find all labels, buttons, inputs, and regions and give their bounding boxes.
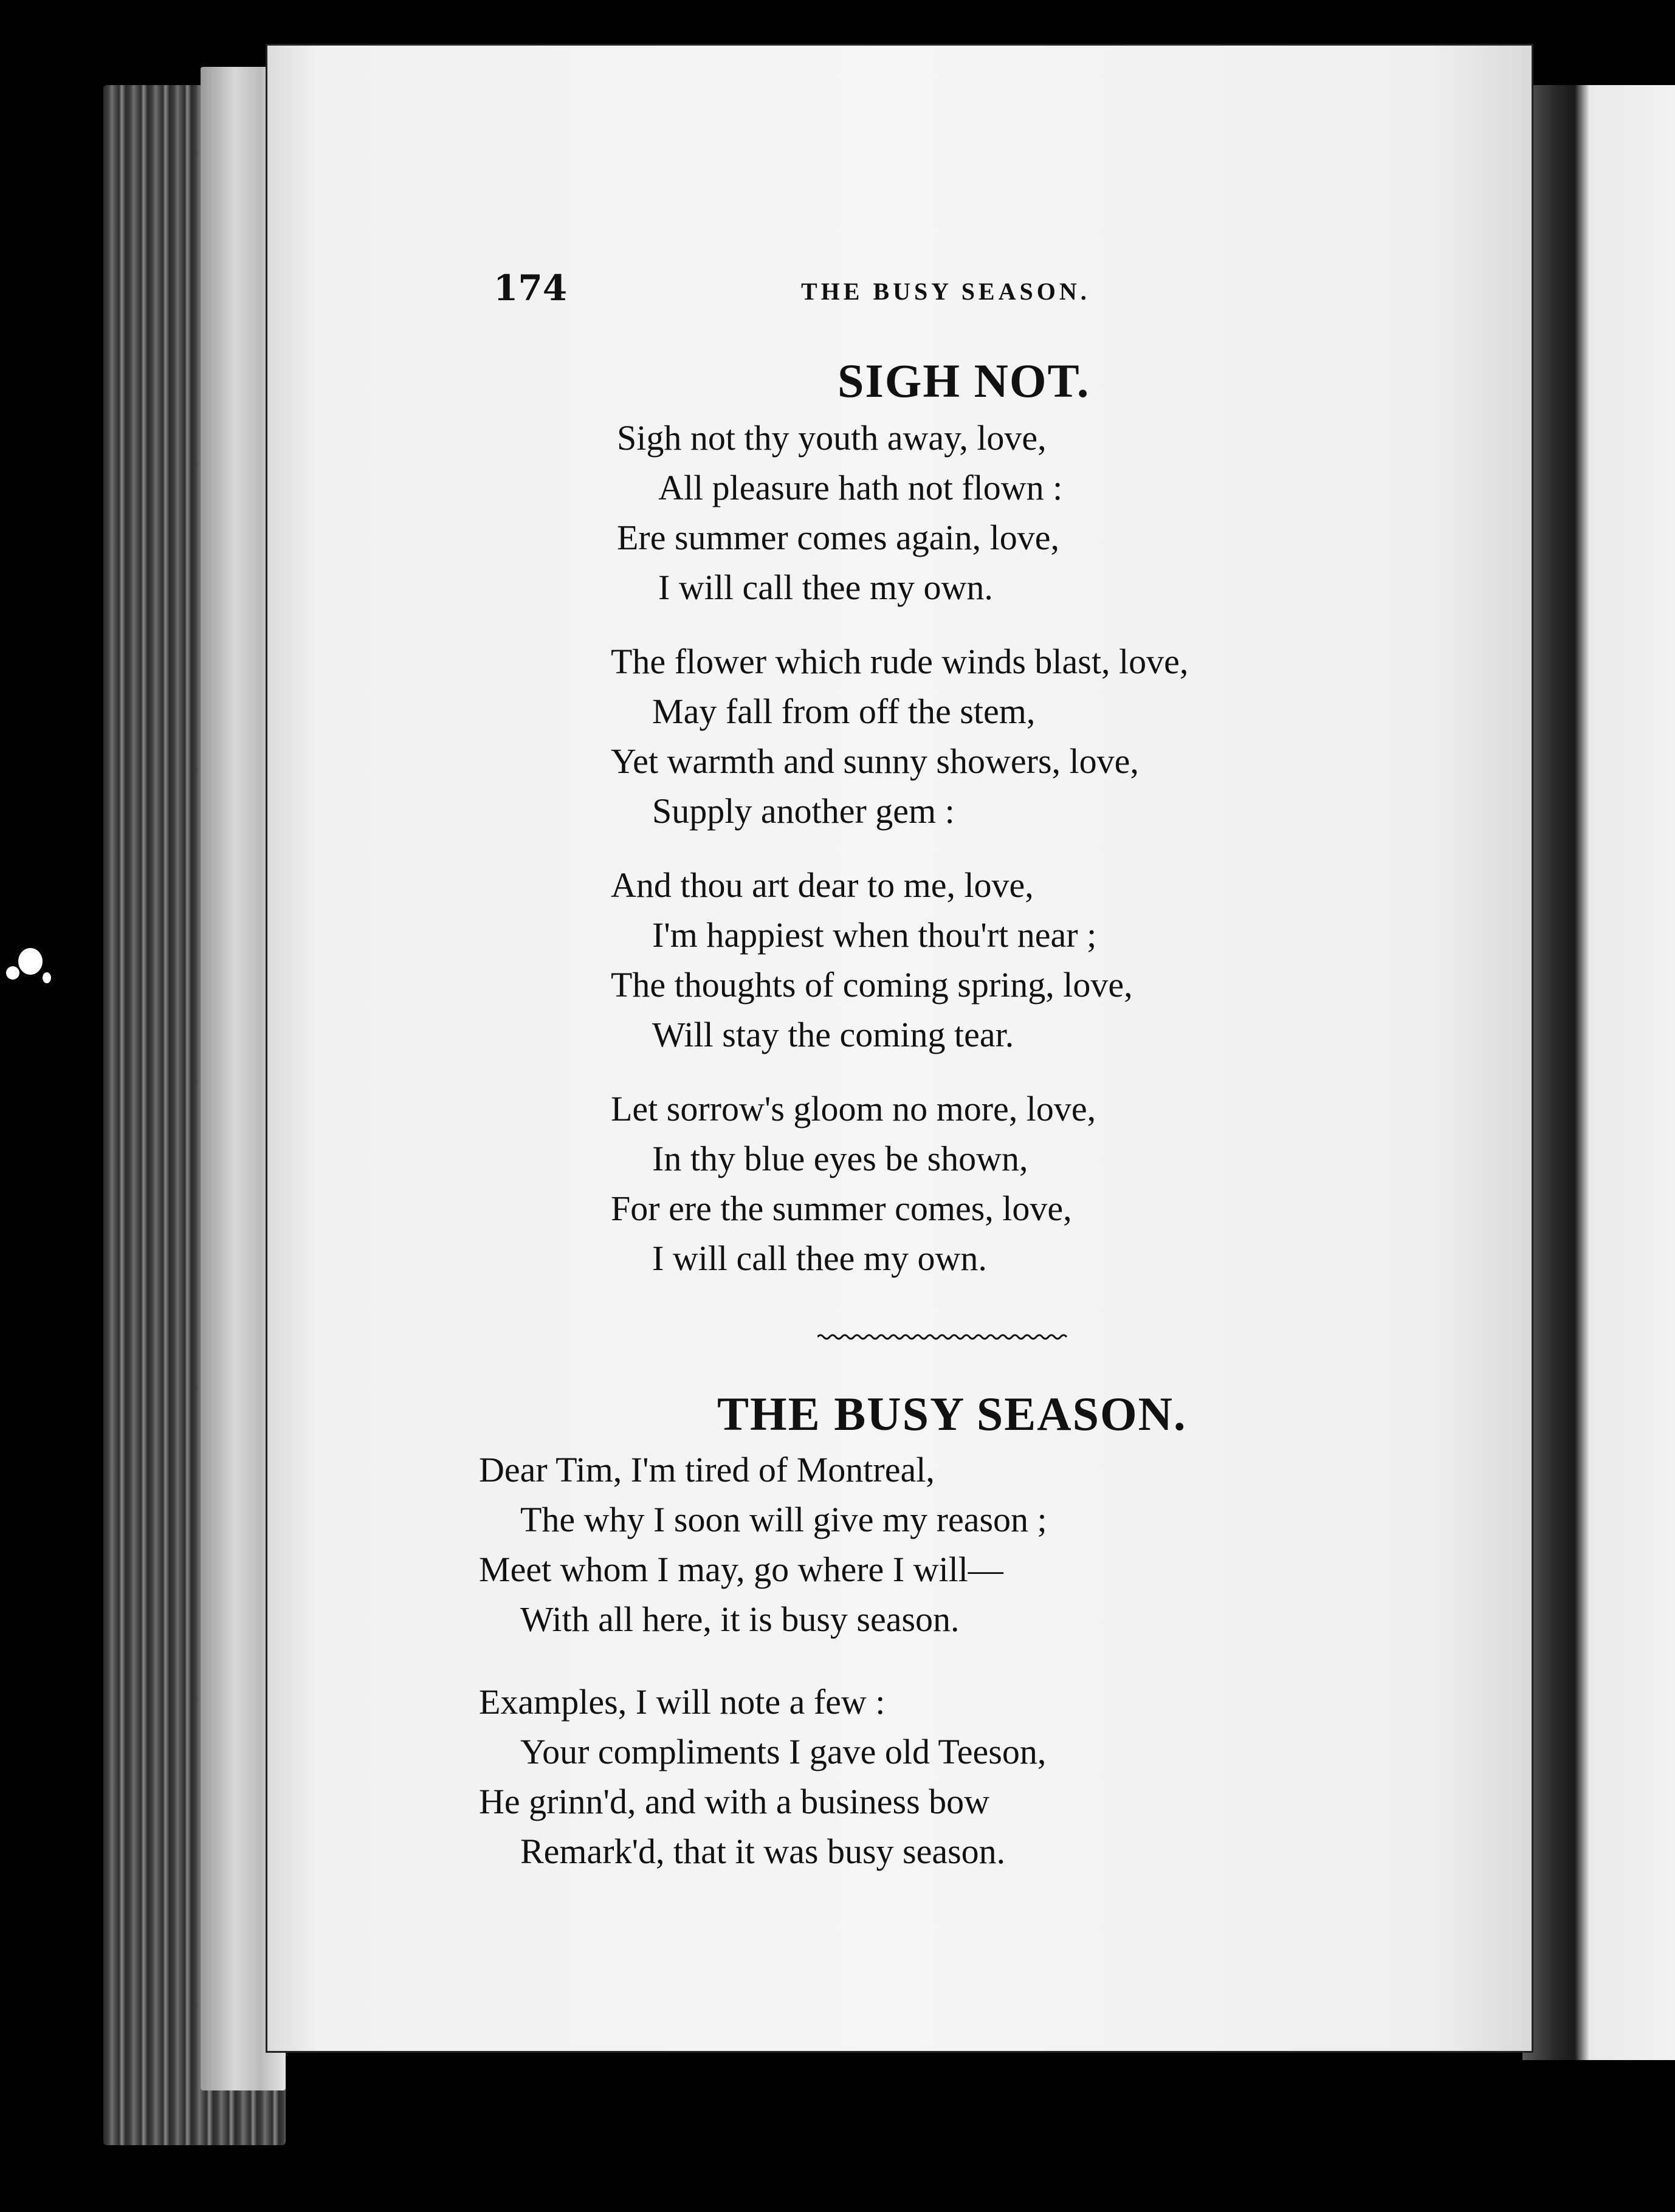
poem-line: With all here, it is busy season. — [520, 1599, 960, 1639]
poem-stanza — [611, 637, 1188, 836]
poem-line: The why I soon will give my reason ; — [520, 1500, 1047, 1539]
poem-stanza — [479, 1445, 1047, 1644]
running-title: THE BUSY SEASON. — [801, 278, 1090, 305]
poem-line: Supply another gem : — [652, 791, 955, 831]
poem-line: In thy blue eyes be shown, — [652, 1139, 1028, 1178]
poem-line: May fall from off the stem, — [652, 692, 1036, 731]
poem-title-busy-season: THE BUSY SEASON. — [717, 1387, 1187, 1440]
poem-line: Sigh not thy youth away, love, — [617, 418, 1047, 458]
poem-line: All pleasure hath not flown : — [658, 468, 1063, 507]
poem-line: I will call thee my own. — [652, 1238, 987, 1278]
poem-line: Examples, I will note a few : — [479, 1682, 886, 1722]
poem-line: Let sorrow's gloom no more, love, — [611, 1089, 1096, 1128]
poem-line: For ere the summer comes, love, — [611, 1189, 1072, 1228]
poem-line: Will stay the coming tear. — [652, 1015, 1014, 1054]
poem-stanza — [617, 413, 1062, 613]
poem-line: Meet whom I may, go where I will— — [479, 1550, 1003, 1589]
facing-page — [1553, 85, 1675, 2060]
poem-line: Your compliments I gave old Teeson, — [520, 1732, 1047, 1771]
scan-speck — [18, 948, 43, 975]
poem-line: And thou art dear to me, love, — [611, 865, 1034, 905]
poem-line: Remark'd, that it was busy season. — [520, 1832, 1006, 1871]
page-number: 174 — [494, 267, 568, 309]
poem-line: Dear Tim, I'm tired of Montreal, — [479, 1450, 935, 1489]
ornamental-wavy-divider — [817, 1332, 1070, 1342]
poem-line: The thoughts of coming spring, love, — [611, 965, 1133, 1005]
poem-line: Ere summer comes again, love, — [617, 518, 1059, 557]
poem-line: The flower which rude winds blast, love, — [611, 642, 1189, 681]
scan-speck — [6, 966, 19, 980]
poem-stanza — [611, 1084, 1096, 1283]
poem-line: I'm happiest when thou'rt near ; — [652, 915, 1097, 955]
poem-line: He grinn'd, and with a business bow — [479, 1782, 990, 1821]
poem-stanza — [611, 860, 1133, 1060]
poem-line: Yet warmth and sunny showers, love, — [611, 741, 1139, 781]
poem-line: I will call thee my own. — [658, 568, 993, 607]
scan-speck — [43, 972, 51, 983]
running-head — [0, 267, 1675, 316]
poem-title-sigh-not: SIGH NOT. — [838, 354, 1090, 407]
poem-stanza — [479, 1677, 1046, 1877]
